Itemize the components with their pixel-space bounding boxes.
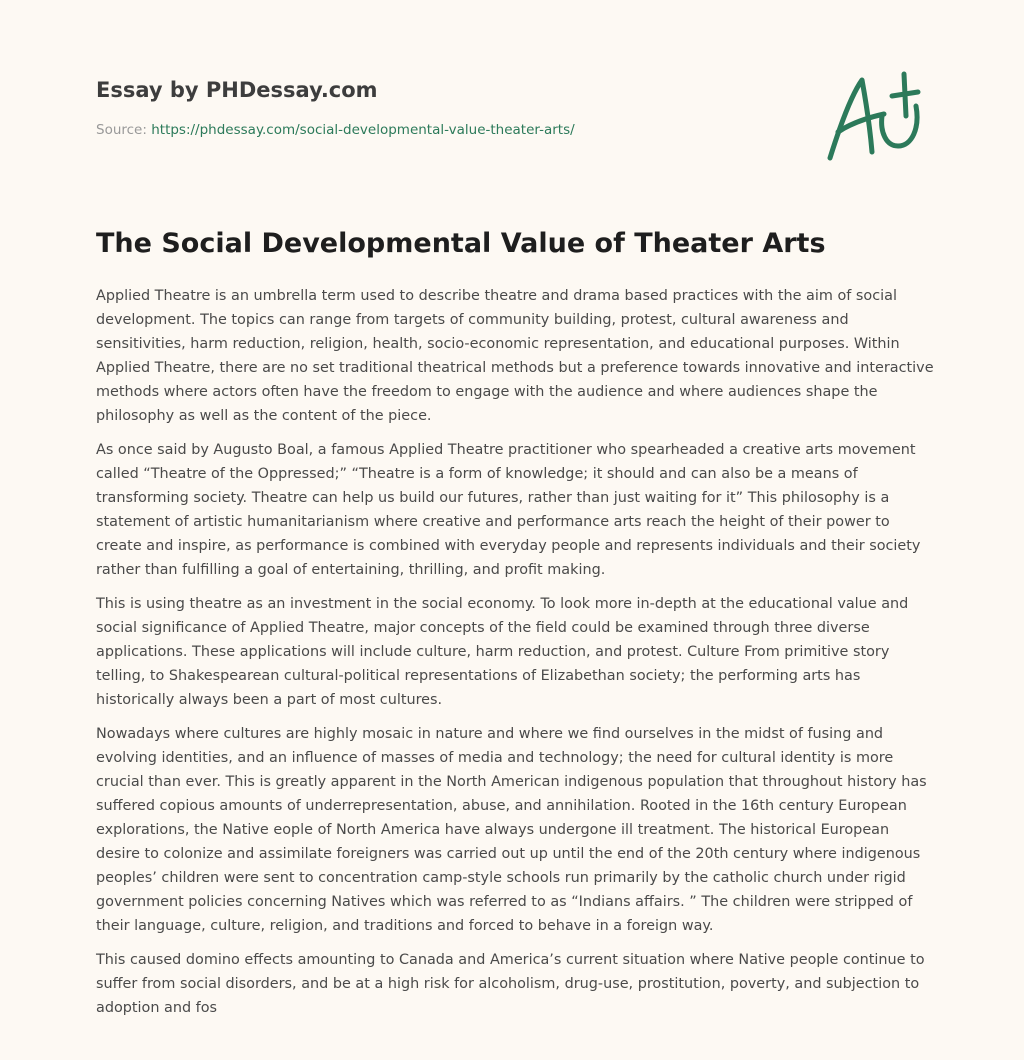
- essay-title: The Social Developmental Value of Theater Arts: [96, 228, 826, 259]
- source-label: Source:: [96, 122, 152, 138]
- source-link[interactable]: https://phdessay.com/social-developmental-value-theater-arts/: [151, 122, 575, 138]
- site-brand: Essay by PHDessay.com: [96, 78, 378, 102]
- essay-paragraph: Nowadays where cultures are highly mosaic in nature and where we find ourselves in the midst of fusing and evolving identities, and an influence of masses of media and technology; the need for cultural identity is more crucial than ever. This is greatly apparent in the North American indigenous population that throughout history has suffered copious amounts of underrepresentation, abuse, and annihilation. Rooted in the 16th century European explorations, the Native eople of North America have always undergone ill treatment. The historical European desire to colonize and assimilate foreigners was carried out up until the end of the 20th century where indigenous peoples’ children were sent to concentration camp-style schools run primarily by the catholic church under rigid government policies concerning Natives which was referred to as “Indians affairs. ” The children were stripped of their language, culture, religion, and traditions and forced to behave in a foreign way.: [96, 726, 927, 934]
- a-plus-logo-icon: [820, 66, 930, 166]
- essay-paragraph: Applied Theatre is an umbrella term used to describe theatre and drama based practices with the aim of social development. The topics can range from targets of community building, protest, cultural awareness and sensitivities, harm reduction, religion, health, socio-economic representation, and educational purposes. Within Applied Theatre, there are no set traditional theatrical methods but a preference towards innovative and interactive methods where actors often have the freedom to engage with the audience and where audiences shape the philosophy as well as the content of the piece.: [96, 288, 934, 424]
- essay-paragraph: This caused domino effects amounting to Canada and America’s current situation where Native people continue to suffer from social disorders, and be at a high risk for alcoholism, drug-use, prostitution, poverty, and subjection to adoption and fos: [96, 952, 925, 1016]
- source-line: [96, 122, 856, 138]
- essay-paragraph: This is using theatre as an investment in the social economy. To look more in-depth at the educational value and social significance of Applied Theatre, major concepts of the field could be examined through three diverse applications. These applications will include culture, harm reduction, and protest. Culture From primitive story telling, to Shakespearean cultural-political representations of Elizabethan society; the performing arts has historically always been a part of most cultures.: [96, 596, 909, 708]
- essay-paragraph: As once said by Augusto Boal, a famous Applied Theatre practitioner who spearheaded a creative arts movement called “Theatre of the Oppressed;” “Theatre is a form of knowledge; it should and can also be a means of transforming society. Theatre can help us build our futures, rather than just waiting for it” This philosophy is a statement of artistic humanitarianism where creative and performance arts reach the height of their power to create and inspire, as performance is combined with everyday people and represents individuals and their society rather than fulfilling a goal of entertaining, thrilling, and profit making.: [96, 442, 921, 578]
- essay-body: [96, 284, 934, 1030]
- essay-header: [96, 76, 856, 138]
